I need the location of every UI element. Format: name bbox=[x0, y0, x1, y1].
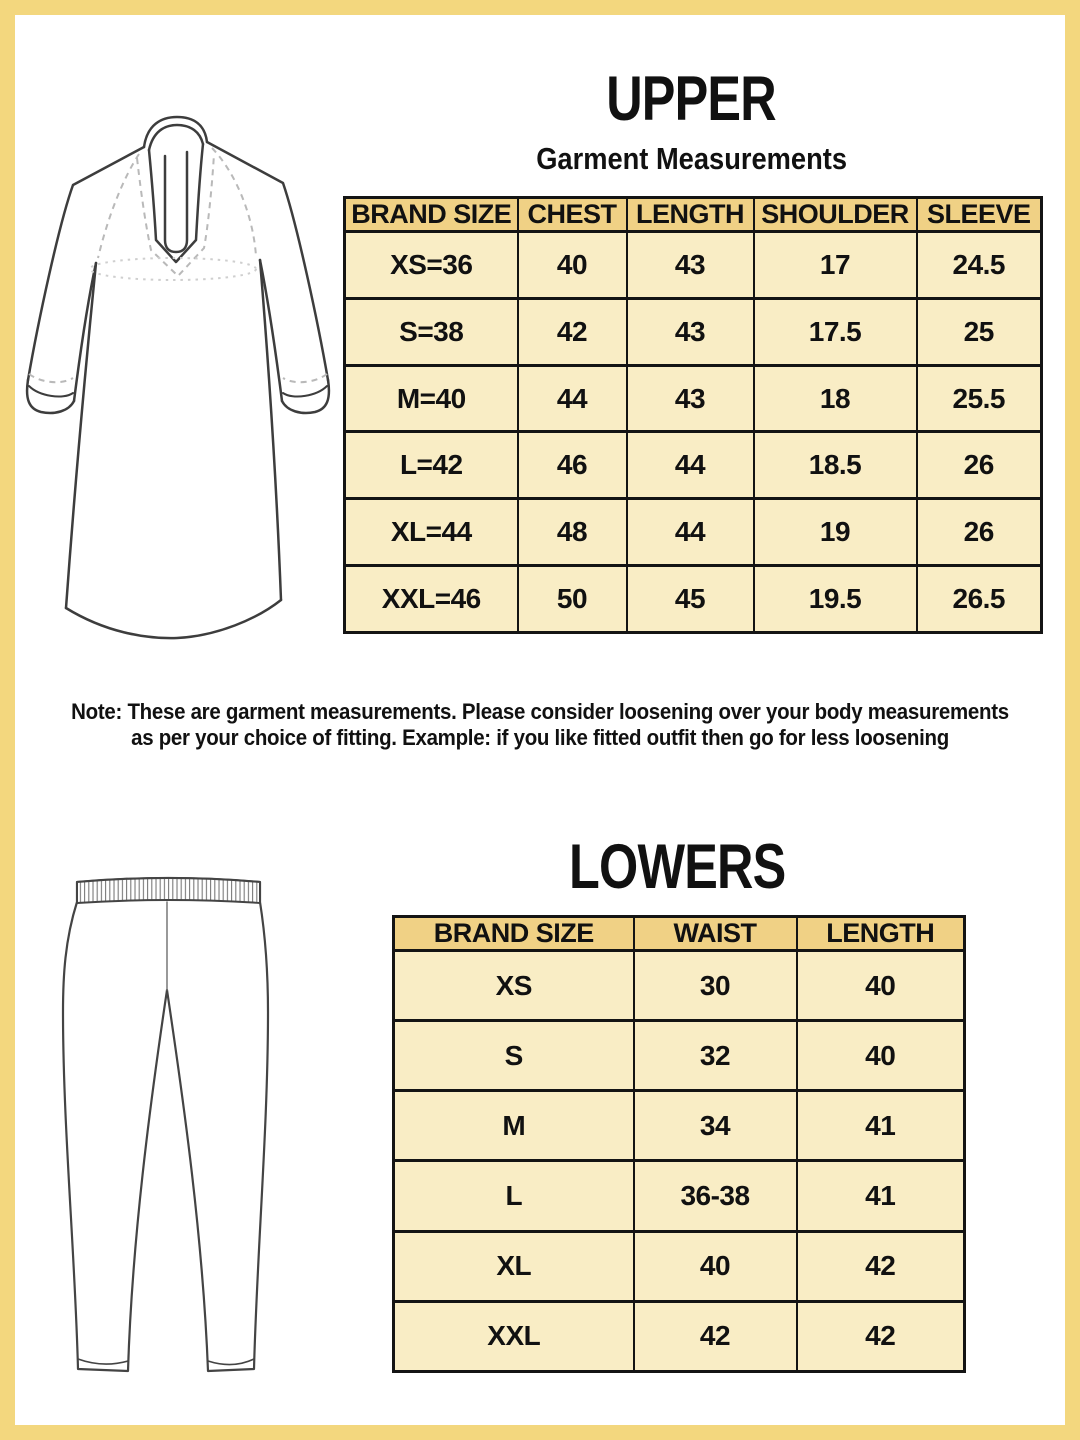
table-cell: 26 bbox=[917, 499, 1042, 566]
table-cell: 44 bbox=[518, 365, 627, 432]
table-cell: 40 bbox=[634, 1231, 797, 1301]
lowers-table-header-row bbox=[394, 917, 965, 951]
table-cell: 42 bbox=[518, 298, 627, 365]
table-cell: M bbox=[394, 1091, 634, 1161]
column-header: CHEST bbox=[518, 198, 627, 232]
table-cell: 46 bbox=[518, 432, 627, 499]
table-cell: 36-38 bbox=[634, 1161, 797, 1231]
table-row bbox=[394, 1231, 965, 1301]
table-cell: 25 bbox=[917, 298, 1042, 365]
table-cell: 26.5 bbox=[917, 566, 1042, 633]
table-cell: 42 bbox=[797, 1301, 965, 1371]
column-header: LENGTH bbox=[797, 917, 965, 951]
table-cell: 25.5 bbox=[917, 365, 1042, 432]
table-cell: L bbox=[394, 1161, 634, 1231]
table-cell: 40 bbox=[797, 1021, 965, 1091]
table-cell: 17.5 bbox=[754, 298, 917, 365]
table-cell: M=40 bbox=[345, 365, 518, 432]
column-header: WAIST bbox=[634, 917, 797, 951]
table-cell: 17 bbox=[754, 232, 917, 299]
table-row bbox=[345, 365, 1042, 432]
upper-title-text: UPPER bbox=[606, 64, 777, 134]
table-cell: XL bbox=[394, 1231, 634, 1301]
table-row bbox=[394, 1091, 965, 1161]
table-cell: 18.5 bbox=[754, 432, 917, 499]
table-cell: XS bbox=[394, 951, 634, 1021]
table-cell: 26 bbox=[917, 432, 1042, 499]
note-line-1: Note: These are garment measurements. Please consider loosening over your body measurements bbox=[71, 699, 1009, 724]
table-cell: XXL bbox=[394, 1301, 634, 1371]
table-row bbox=[345, 298, 1042, 365]
table-cell: 40 bbox=[518, 232, 627, 299]
upper-section-title bbox=[343, 64, 1040, 134]
table-row bbox=[345, 432, 1042, 499]
lowers-size-table bbox=[392, 915, 966, 1373]
table-cell: 43 bbox=[627, 365, 754, 432]
table-cell: 50 bbox=[518, 566, 627, 633]
table-row bbox=[345, 566, 1042, 633]
table-cell: 18 bbox=[754, 365, 917, 432]
table-cell: 41 bbox=[797, 1091, 965, 1161]
table-cell: 32 bbox=[634, 1021, 797, 1091]
note-line-2: as per your choice of fitting. Example: if you like fitted outfit then go for less loosening bbox=[131, 725, 949, 750]
table-cell: S=38 bbox=[345, 298, 518, 365]
table-cell: XL=44 bbox=[345, 499, 518, 566]
column-header: BRAND SIZE bbox=[394, 917, 634, 951]
table-row bbox=[394, 951, 965, 1021]
table-cell: 44 bbox=[627, 499, 754, 566]
table-cell: L=42 bbox=[345, 432, 518, 499]
table-cell: 40 bbox=[797, 951, 965, 1021]
table-cell: XXL=46 bbox=[345, 566, 518, 633]
table-cell: 43 bbox=[627, 232, 754, 299]
lowers-title-text: LOWERS bbox=[569, 832, 786, 902]
table-row bbox=[394, 1301, 965, 1371]
column-header: SLEEVE bbox=[917, 198, 1042, 232]
leggings-illustration bbox=[50, 872, 280, 1387]
table-cell: 30 bbox=[634, 951, 797, 1021]
table-row bbox=[345, 232, 1042, 299]
table-cell: 45 bbox=[627, 566, 754, 633]
table-cell: 41 bbox=[797, 1161, 965, 1231]
column-header: BRAND SIZE bbox=[345, 198, 518, 232]
lowers-section-title bbox=[392, 832, 963, 902]
table-row bbox=[345, 499, 1042, 566]
column-header: LENGTH bbox=[627, 198, 754, 232]
table-cell: 19 bbox=[754, 499, 917, 566]
column-header: SHOULDER bbox=[754, 198, 917, 232]
kurta-illustration bbox=[24, 112, 346, 652]
table-cell: 19.5 bbox=[754, 566, 917, 633]
table-cell: 42 bbox=[797, 1231, 965, 1301]
measurement-note bbox=[15, 699, 1065, 751]
table-cell: 48 bbox=[518, 499, 627, 566]
table-cell: XS=36 bbox=[345, 232, 518, 299]
table-cell: S bbox=[394, 1021, 634, 1091]
table-row bbox=[394, 1021, 965, 1091]
table-row bbox=[394, 1161, 965, 1231]
table-cell: 24.5 bbox=[917, 232, 1042, 299]
table-cell: 43 bbox=[627, 298, 754, 365]
upper-subtitle-text: Garment Measurements bbox=[536, 141, 847, 176]
table-cell: 42 bbox=[634, 1301, 797, 1371]
upper-section-subtitle bbox=[343, 143, 1040, 174]
table-cell: 44 bbox=[627, 432, 754, 499]
table-cell: 34 bbox=[634, 1091, 797, 1161]
upper-size-table bbox=[343, 196, 1043, 634]
upper-table-header-row bbox=[345, 198, 1042, 232]
